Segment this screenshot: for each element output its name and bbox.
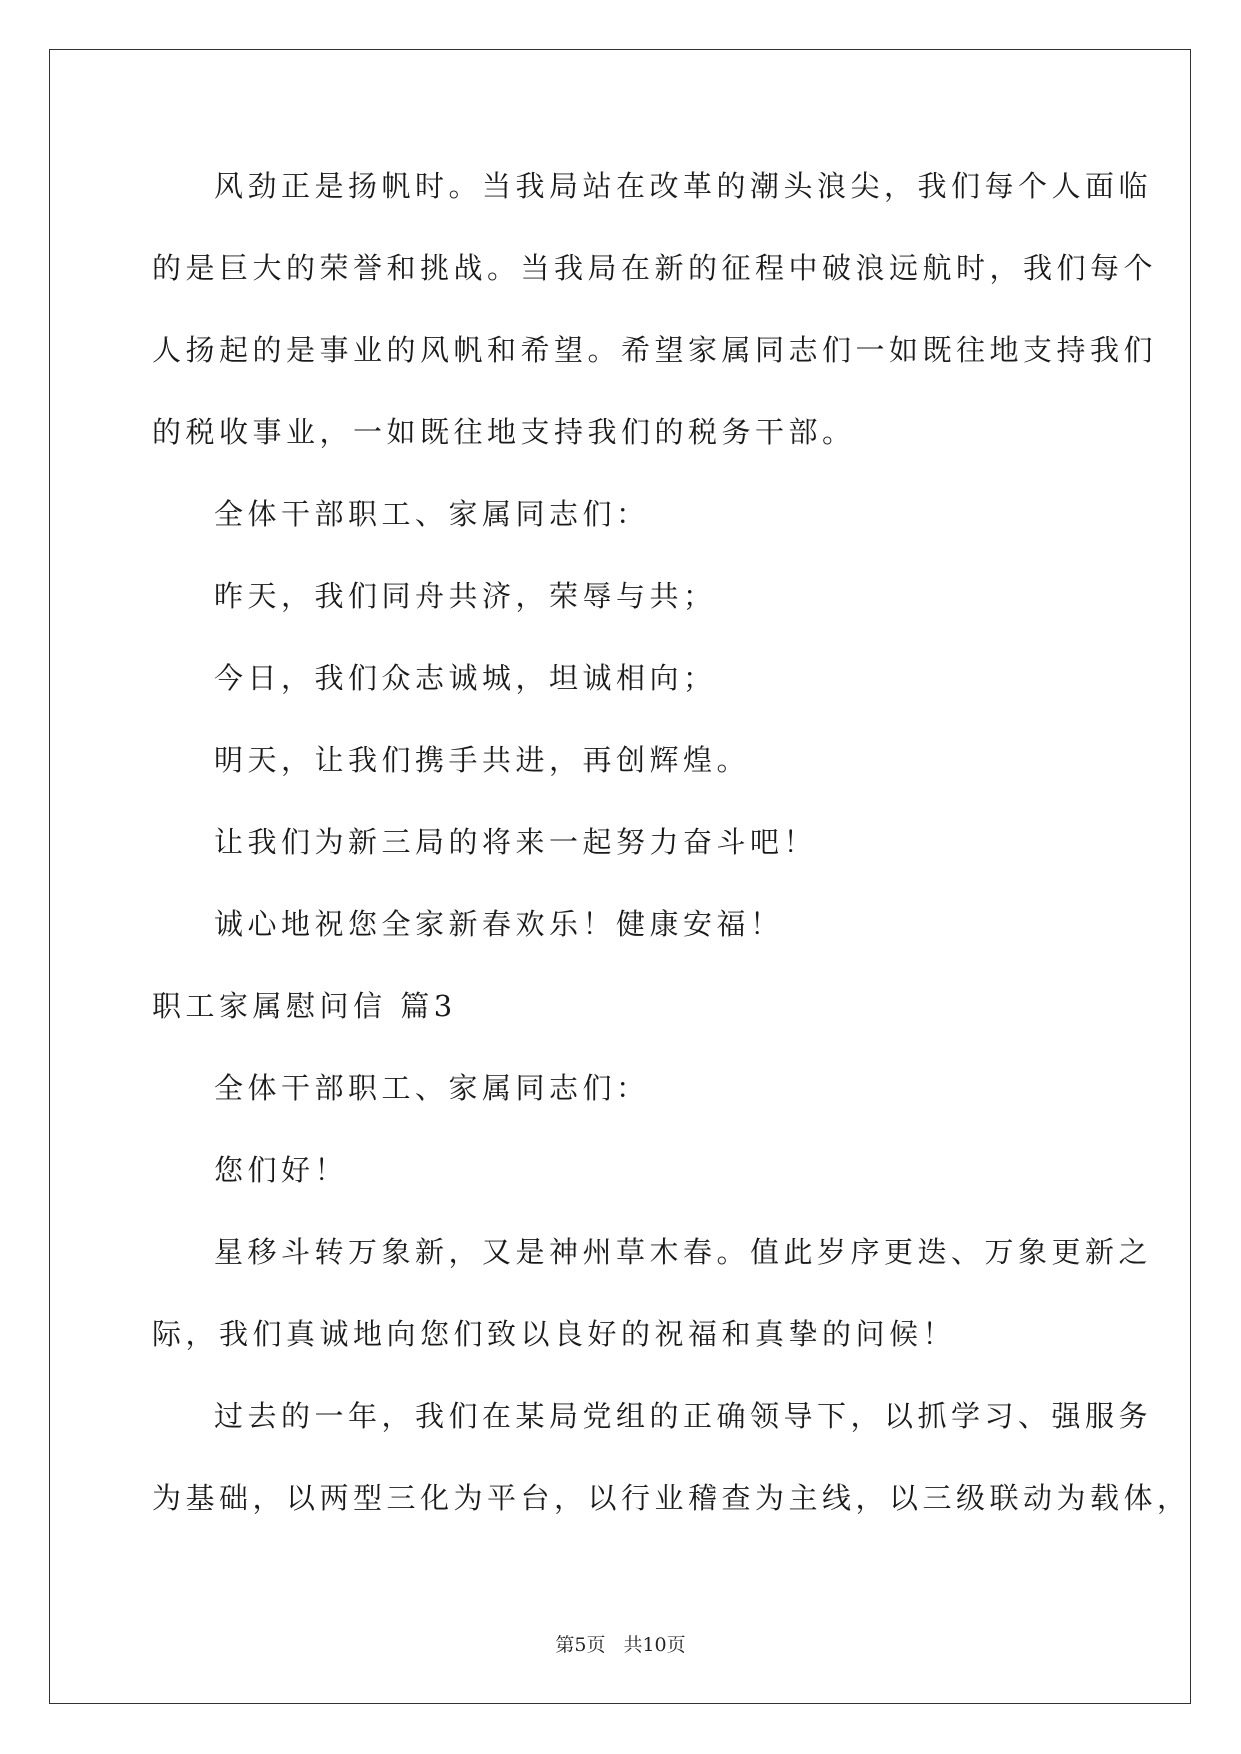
paragraph-line: 明天，让我们携手共进，再创辉煌。 [214, 743, 751, 777]
paragraph-line: 诚心地祝您全家新春欢乐！健康安福！ [214, 907, 784, 941]
paragraph-line: 风劲正是扬帆时。当我局站在改革的潮头浪尖，我们每个人面临 [214, 169, 1153, 203]
total-pages-label: 共10页 [623, 1634, 686, 1656]
paragraph-line: 人扬起的是事业的风帆和希望。希望家属同志们一如既往地支持我们 [152, 333, 1158, 367]
section-heading: 职工家属慰问信 篇3 [152, 989, 457, 1023]
page-footer [0, 1630, 1241, 1657]
paragraph-line: 的税收事业，一如既往地支持我们的税务干部。 [152, 415, 856, 449]
paragraph-line: 星移斗转万象新，又是神州草木春。值此岁序更迭、万象更新之 [214, 1235, 1153, 1269]
current-page-label: 第5页 [555, 1634, 606, 1656]
paragraph-line: 际，我们真诚地向您们致以良好的祝福和真挚的问候！ [152, 1317, 957, 1351]
paragraph-line: 过去的一年，我们在某局党组的正确领导下，以抓学习、强服务 [214, 1399, 1153, 1433]
document-body [152, 160, 1191, 1554]
greeting-line: 您们好！ [214, 1153, 349, 1187]
paragraph-line: 昨天，我们同舟共济，荣辱与共； [214, 579, 717, 613]
paragraph-line: 让我们为新三局的将来一起努力奋斗吧！ [214, 825, 818, 859]
salutation-line: 全体干部职工、家属同志们： [214, 497, 650, 531]
paragraph-line: 今日，我们众志诚城，坦诚相向； [214, 661, 717, 695]
paragraph-line: 的是巨大的荣誉和挑战。当我局在新的征程中破浪远航时，我们每个 [152, 251, 1158, 285]
paragraph-line: 为基础，以两型三化为平台，以行业稽查为主线，以三级联动为载体， [152, 1481, 1191, 1515]
salutation-line: 全体干部职工、家属同志们： [214, 1071, 650, 1105]
